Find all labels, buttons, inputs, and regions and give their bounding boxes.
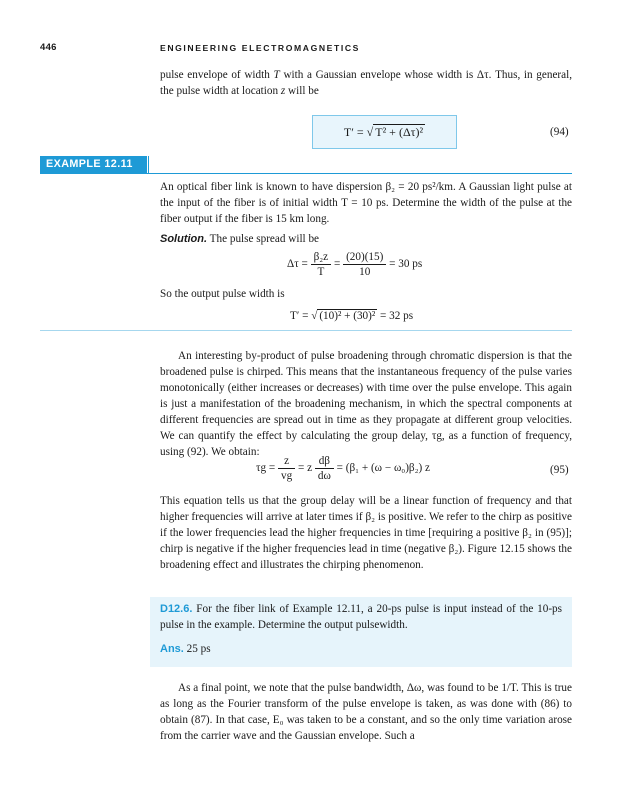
eq95-rhs: = (β₁ + (ω − ω₀)β₂) z <box>336 462 431 475</box>
output-text: So the output pulse width is <box>160 288 285 300</box>
drill-label: D12.6. <box>160 603 193 615</box>
intro-text-2: with a Gaussian envelope whose width is Δτ. Thus, in general, the pulse width at location <box>160 69 573 97</box>
example-bottom-rule <box>40 330 572 331</box>
eq95-f2-den: dω <box>317 470 331 482</box>
eq95-f1-num: z <box>278 454 295 469</box>
spread-equals: = <box>333 258 341 271</box>
final-paragraph-text: As a final point, we note that the pulse bandwidth, Δω, was found to be 1/T. This is true as long as the Fourier transform of the pulse envelope is taken, as was done with (86) to obtain (87). In that case, E₀ was taken to be a constant, and so the only time variation arose from the carrier wave and the Gaussian envelope. Such a <box>160 682 572 742</box>
eq95-fraction-1 <box>278 454 295 483</box>
symbol-T: T <box>273 69 280 81</box>
example-statement <box>160 179 572 227</box>
example-top-rule <box>40 173 572 174</box>
output-result: = 32 ps <box>380 310 414 322</box>
page-number: 446 <box>40 42 57 53</box>
output-width-line <box>160 286 572 302</box>
eq94-radicand: T² + (Δτ)² <box>375 125 424 139</box>
equation-95 <box>256 454 430 483</box>
solution-text: The pulse spread will be <box>209 233 320 245</box>
example-divider <box>148 156 149 174</box>
spread-f1-num: β₂z <box>311 250 332 265</box>
eq95-lhs: τg = <box>256 462 276 475</box>
eq95-f2-num: dβ <box>315 454 334 469</box>
spread-f2-den: 10 <box>359 266 371 278</box>
equation-94-number: (94) <box>550 126 569 138</box>
sqrt-symbol: √ <box>311 310 318 322</box>
answer-label: Ans. <box>160 643 184 655</box>
sqrt-symbol: √ <box>366 125 374 139</box>
intro-text-3: will be <box>288 85 319 97</box>
spread-fraction-1 <box>311 250 332 279</box>
output-equation <box>290 308 413 324</box>
spread-lhs: Δτ = <box>287 258 308 271</box>
intro-paragraph <box>160 67 572 99</box>
example-statement-text: An optical fiber link is known to have dispersion β₂ = 20 ps²/km. A Gaussian light pulse at the input of the fiber is of initial width T = 10 ps. Determine the width of the pulse at the fiber output if the fiber is 15 km long. <box>160 181 572 225</box>
spread-f2-num: (20)(15) <box>343 250 386 265</box>
spread-result: = 30 ps <box>389 258 423 271</box>
answer-value: 25 ps <box>186 643 211 655</box>
chirp-paragraph <box>160 348 572 460</box>
intro-text-1: pulse envelope of width <box>160 69 270 81</box>
eq95-fraction-2 <box>315 454 334 483</box>
chirp-paragraph-text: An interesting by-product of pulse broadening through chromatic dispersion is that the broadened pulse is chirped. This means that the instantaneous frequency of the pulse varies monotonically (either increases or decreases) with time over the pulse envelope. This again is just a manifestation of the broadening mechanism, in which the spectral components at different frequencies are spread out in time as they propagate at different group velocities. We can quantify the effect by calculating the group delay, τg, as a function of frequency, using (92). We obtain: <box>160 350 572 458</box>
spread-f1-den: T <box>317 266 325 278</box>
output-lhs: T′ = <box>290 310 309 322</box>
group-delay-paragraph <box>160 493 572 573</box>
drill-text: For the fiber link of Example 12.11, a 20-ps pulse is input instead of the 10-ps pulse in the example. Determine the output pulsewidth. <box>160 603 563 631</box>
eq95-mid: = z <box>297 462 313 475</box>
spread-equation <box>287 250 422 279</box>
example-label: EXAMPLE 12.11 <box>40 156 147 173</box>
output-radicand: (10)² + (30)² <box>319 310 376 322</box>
spread-fraction-2 <box>343 250 386 279</box>
drill-problem <box>160 601 562 657</box>
symbol-z: z <box>280 85 286 97</box>
equation-95-number: (95) <box>550 464 569 476</box>
equation-94-box <box>312 115 457 149</box>
drill-problem-box <box>150 597 572 667</box>
final-paragraph <box>160 680 572 744</box>
group-delay-paragraph-text: This equation tells us that the group delay will be a linear function of frequency and that higher frequencies will arrive at later times if β₂ is positive. We refer to the chirp as positive if the lower frequencies lead the higher frequencies in time [requiring a positive β₂ in (95)]; chirp is negative if the higher frequencies lead in time (negative β₂). Figure 12.15 shows the broadening effect and illustrates the chirping phenomenon. <box>160 495 572 571</box>
eq94-lhs: T′ = <box>343 125 364 139</box>
running-header-title: ENGINEERING ELECTROMAGNETICS <box>160 43 360 53</box>
solution-label: Solution. <box>160 233 208 245</box>
solution-line <box>160 231 572 247</box>
eq95-f1-den: vg <box>281 470 293 482</box>
equation-94 <box>313 124 456 140</box>
